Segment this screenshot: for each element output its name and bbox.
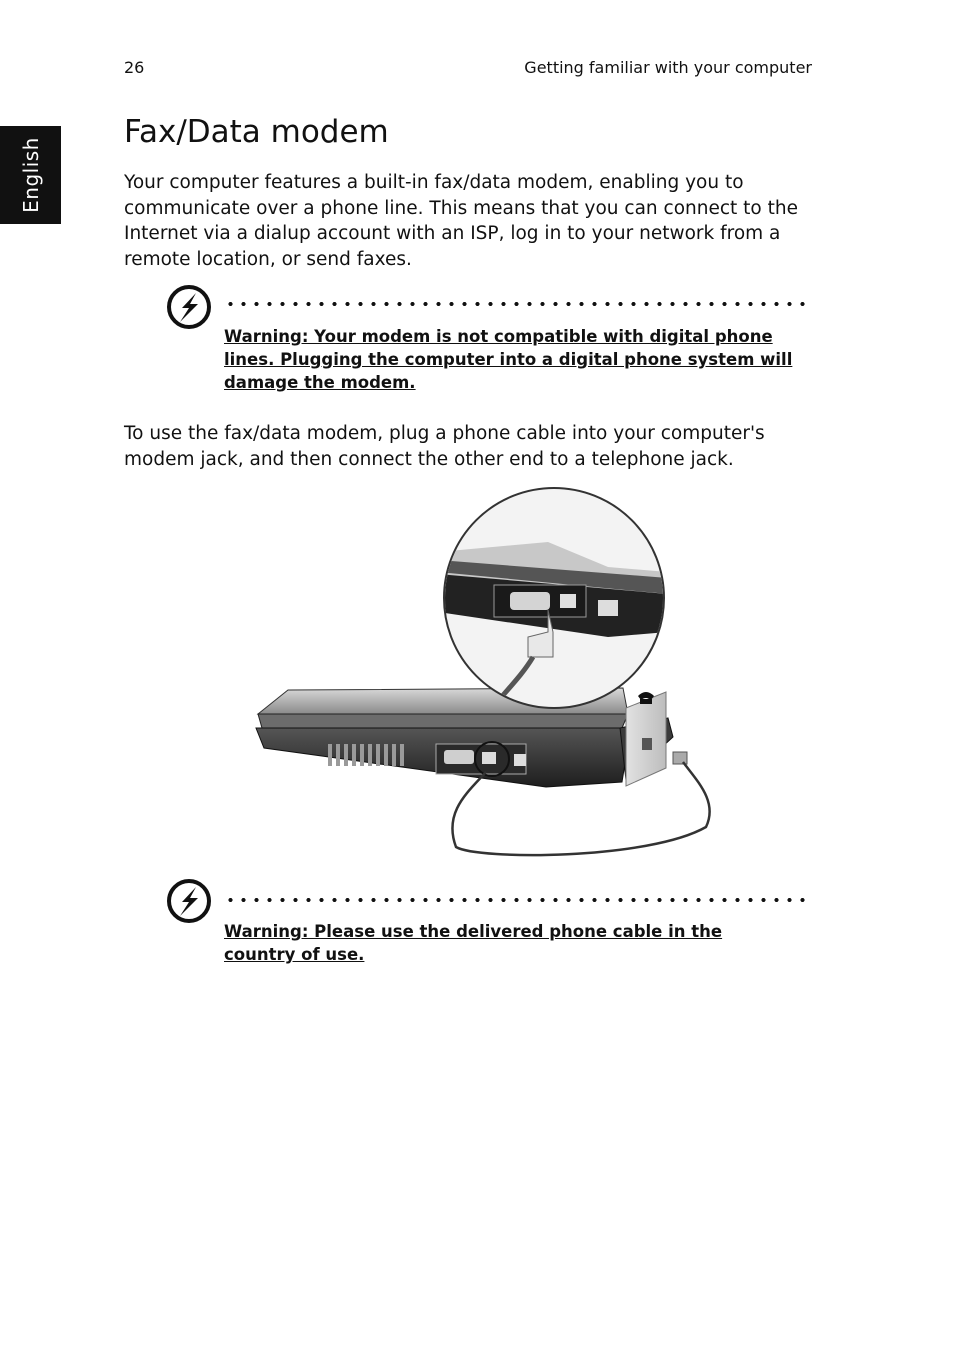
warning-separator bbox=[224, 302, 810, 306]
warning-text: Warning: Please use the delivered phone cable in the country of use. bbox=[224, 922, 723, 964]
modem-connection-illustration bbox=[228, 482, 718, 864]
page-title: Fax/Data modem bbox=[124, 114, 389, 150]
warning-text: Warning: Your modem is not compatible with digital phone lines. Plugging the computer into a digital phone system will damage the modem. bbox=[224, 327, 793, 392]
language-tab-label: English bbox=[18, 137, 43, 213]
page-number: 26 bbox=[124, 58, 145, 77]
language-tab bbox=[0, 126, 61, 224]
warning-lightning-icon bbox=[166, 284, 212, 330]
intro-paragraph: Your computer features a built-in fax/data modem, enabling you to communicate over a phone line. This means that you can connect to the Internet via a dialup account with an ISP, log in to your network from a remote location, or send faxes. bbox=[124, 172, 798, 270]
warning-lightning-icon bbox=[166, 878, 212, 924]
telephone-icon bbox=[638, 692, 654, 704]
running-header: Getting familiar with your computer bbox=[524, 58, 812, 77]
warning-separator bbox=[224, 898, 810, 902]
instructions-paragraph: To use the fax/data modem, plug a phone cable into your computer's modem jack, and then connect the other end to a telephone jack. bbox=[124, 423, 765, 470]
